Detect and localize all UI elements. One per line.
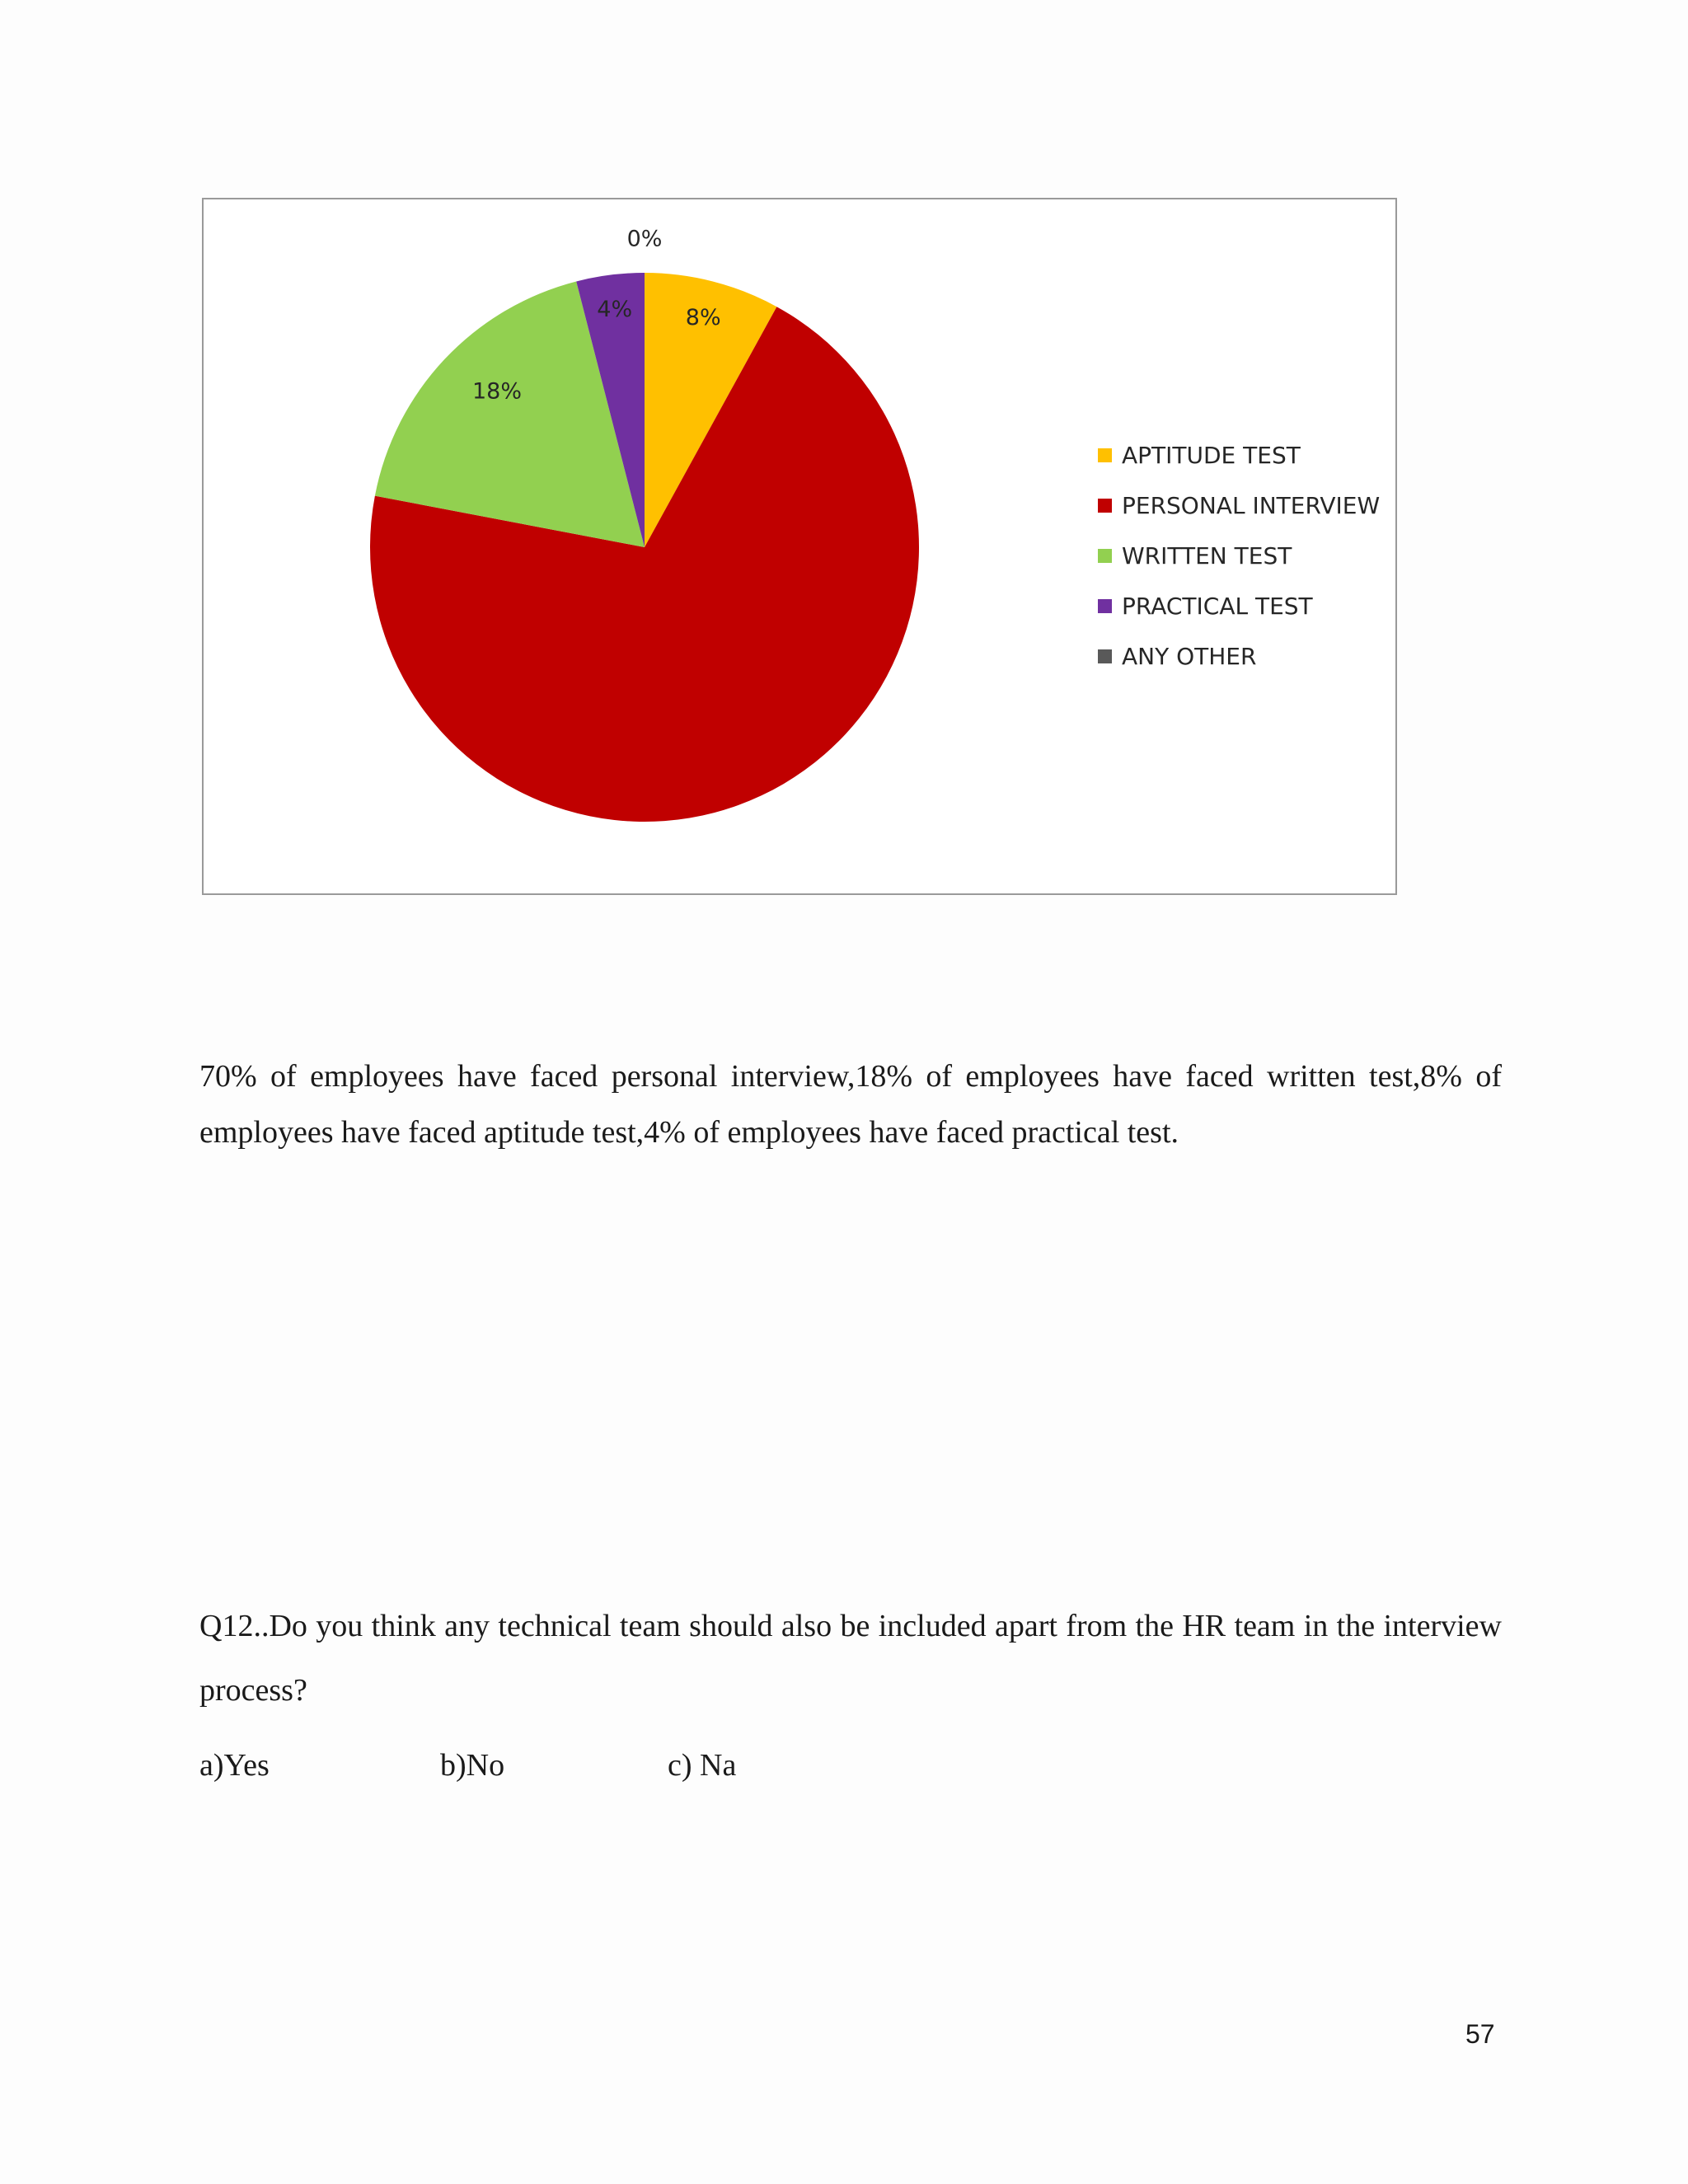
legend-label: APTITUDE TEST bbox=[1122, 442, 1301, 469]
page-number: 57 bbox=[1465, 2019, 1495, 2049]
legend-label: PRACTICAL TEST bbox=[1122, 593, 1313, 620]
pie-data-label: 4% bbox=[597, 297, 633, 323]
legend-item-practical-test bbox=[1098, 581, 1380, 631]
legend-swatch bbox=[1098, 599, 1112, 613]
chart-legend bbox=[1098, 430, 1380, 682]
option-no: b)No bbox=[440, 1748, 505, 1783]
legend-label: WRITTEN TEST bbox=[1122, 542, 1292, 569]
legend-swatch bbox=[1098, 649, 1112, 663]
legend-item-written-test bbox=[1098, 531, 1380, 581]
legend-item-personal-interview bbox=[1098, 480, 1380, 531]
pie-data-label: 18% bbox=[472, 378, 523, 405]
legend-swatch bbox=[1098, 448, 1112, 462]
legend-item-any-other bbox=[1098, 631, 1380, 682]
legend-swatch bbox=[1098, 499, 1112, 513]
legend-label: ANY OTHER bbox=[1122, 643, 1257, 670]
summary-paragraph: 70% of employees have faced personal interview,18% of employees have faced written test,8% of employees have faced aptitude test,4% of employees have faced practical test. bbox=[199, 1059, 1502, 1150]
pie-data-label: 0% bbox=[626, 226, 663, 252]
question-text: Q12..Do you think any technical team should also be included apart from the HR team in the interview process? bbox=[199, 1609, 1502, 1708]
legend-label: PERSONAL INTERVIEW bbox=[1122, 492, 1381, 519]
legend-swatch bbox=[1098, 549, 1112, 563]
legend-item-aptitude-test bbox=[1098, 430, 1380, 480]
pie-data-label: 8% bbox=[685, 305, 721, 331]
chart-frame bbox=[202, 198, 1397, 895]
option-na: c) Na bbox=[668, 1748, 737, 1783]
option-yes: a)Yes bbox=[199, 1748, 270, 1783]
